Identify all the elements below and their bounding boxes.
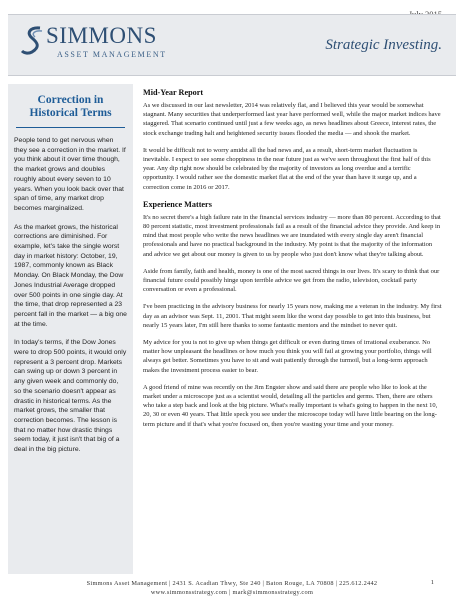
article-paragraph: My advice for you is not to give up when things get difficult or even during times of irrational exuberance. No matter how unpleasant the headlines or how much you think you will fail at growing your portfolio, things will always get better. Sometimes you have to sit and wait patiently through the turmoil, but a long-term approach makes the investment process easier to bear. [143, 339, 432, 374]
sidebar-title: Correction in Historical Terms [16, 94, 125, 128]
masthead [8, 14, 456, 76]
section-heading: Mid-Year Report [143, 88, 204, 97]
article-paragraph: It would be difficult not to worry amidst all the bad news and, as a result, short-term market fluctuation is inevitable. I expect to see some choppiness in the near future just as we've seen throughout the first half of this year. Any dip right now should be celebrated by the majority of investors as long overdue and a terrific opportunity. I would rather see the domestic market flat at the end of the year than have it surge up, and a correction come in 2016 or 2017. [143, 146, 431, 191]
section-heading: Experience Matters [143, 199, 212, 209]
logo-wordmark: SIMMONS [46, 23, 157, 48]
footer-contact: www.simmonsstrategy.com | mark@simmonsstrategy.com [150, 589, 314, 596]
sidebar-paragraph: In today's terms, if the Dow Jones were to drop 500 points, it would only represent a 3 percent drop. Markets can swing up or down 3 percent in any given week and commonly do, so the scenario doesn't appear as drastic in historical terms. As the market grows, the smaller that correction becomes. The lesson is that no matter how drastic things seem today, it just isn't that big of a deal in the big picture. [14, 339, 127, 454]
sidebar-paragraph: People tend to get nervous when they see a correction in the market. If you think about it over time though, the market grows and doubles roughly about every seven to 10 years. When you look back over that span of time, any market drop becomes marginalized. [14, 137, 126, 212]
article-paragraph: As we discussed in our last newsletter, 2014 was relatively flat, and I believed this year would be somewhat stagnant. Many securities that underperformed last year have performed well, while the major market indices have staggered. That scenario continued until just a few weeks ago, as news headlines about Greece, interest rates, the stock exchange trading halt and heightened security issues flooded the media — and shook the market. [143, 102, 441, 137]
page-footer [0, 579, 464, 597]
logo-emblem-icon [20, 25, 48, 55]
sidebar-panel [8, 84, 133, 574]
tagline: Strategic Investing. [325, 37, 442, 53]
article-paragraph: Aside from family, faith and health, money is one of the most sacred things in our lives. It's scary to think that our financial future could possibly hinge upon terrible advice we get from the radio, television, cocktail party conversation or even a professional. [143, 267, 440, 294]
page-number: 1 [430, 579, 434, 586]
article-paragraph: I've been practicing in the advisory business for nearly 15 years now, making me a veteran in the industry. My first day as an advisor was Sept. 11, 2001. That might seem like the worst day possible to get into this business, but nearly 15 years later, I'm still here thanks to some fantastic mentors and the mindset to never quit. [143, 303, 442, 329]
sidebar-paragraph: As the market grows, the historical corrections are diminished. For example, let's take the single worst day in market history: October, 19, 1987, commonly known as Black Monday. On Black Monday, the Dow Jones Industrial Average dropped over 500 points in one single day. At the time, that drop represented a 23 percent fall in the market — a big one at the time. [14, 223, 127, 328]
logo-subtitle: ASSET MANAGEMENT [57, 50, 167, 59]
company-logo [20, 23, 190, 63]
main-article [143, 88, 443, 437]
article-paragraph: A good friend of mine was recently on the Jim Engster show and said there are people who like to look at the market under a microscope just as a scientist would, detailing all the particles and germs. Then, there are others who take a step back and look at the big picture. What's really important is what's going to happen in the next 10, 20, 30 or even 40 years. That little speck you see under the microscope today will have little bearing on the long-term picture and if that's what you're focused on, then you're wasting your time and your money. [143, 383, 438, 428]
article-paragraph: It's no secret there's a high failure rate in the financial services industry — more than 80 percent. According to that 80 percent statistic, most investment professionals fail as a result of the financial advice they provide. And keep in mind that most people who write the news headlines we are inundated with every single day aren't financial professionals and have no practical background in the industry. My point is that the majority of the information and advice we get about our money is given to us by people who just don't know what they're talking about. [143, 213, 441, 258]
footer-address: Simmons Asset Management | 2431 S. Acadian Thwy, Ste 240 | Baton Rouge, LA 70808 | 225.612.2442 [86, 580, 378, 587]
